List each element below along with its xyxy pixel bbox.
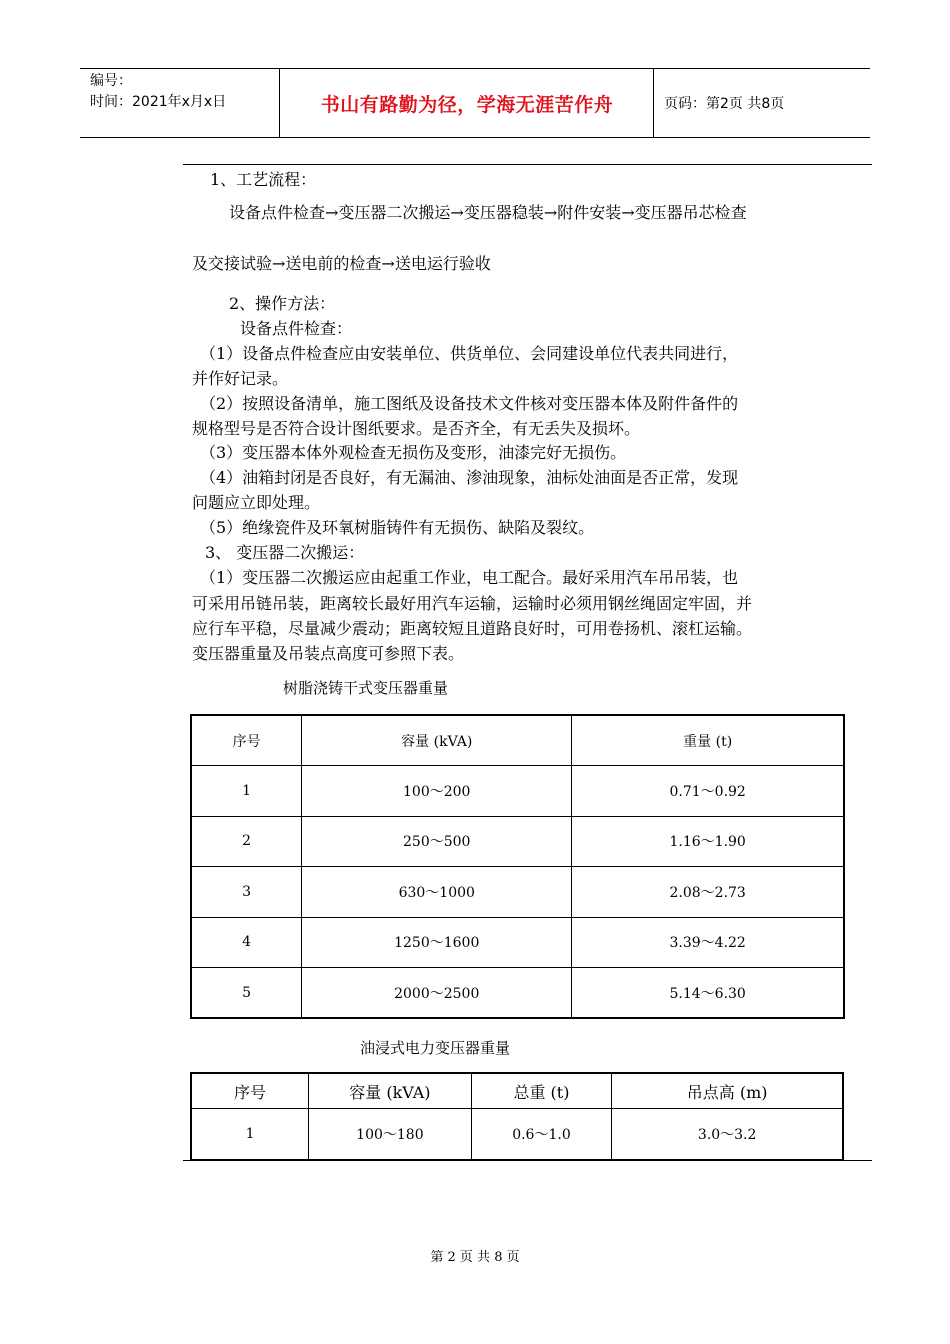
table-cell: 1 xyxy=(191,1109,309,1161)
oil-transformer-weight-table xyxy=(190,1072,844,1161)
table-header-cell: 序号 xyxy=(191,715,302,766)
section-2-heading: 2、操作方法： xyxy=(229,294,336,313)
table-header-cell: 容量 (kVA) xyxy=(309,1073,472,1109)
table-header-row xyxy=(191,1073,843,1109)
table-cell: 250～500 xyxy=(302,816,572,867)
table-cell: 4 xyxy=(191,917,302,968)
table-cell: 2 xyxy=(191,816,302,867)
table-cell: 3 xyxy=(191,867,302,918)
paragraph-line: （5）绝缘瓷件及环氧树脂铸件有无损伤、缺陷及裂纹。 xyxy=(200,518,595,537)
top-rule xyxy=(183,164,872,165)
paragraph-line: （4）油箱封闭是否良好，有无漏油、渗油现象，油标处油面是否正常，发现 xyxy=(200,468,739,487)
paragraph-line: 并作好记录。 xyxy=(192,369,289,388)
table-row xyxy=(191,968,844,1019)
bottom-rule xyxy=(183,1160,872,1161)
table-header-cell: 容量 (kVA) xyxy=(302,715,572,766)
table-row xyxy=(191,766,844,817)
table-header-cell: 总重 (t) xyxy=(471,1073,612,1109)
doc-date-label: 时间：2021年x月x日 xyxy=(90,94,227,110)
table-cell: 1.16～1.90 xyxy=(572,816,844,867)
header-page-label: 页码：第2页 共8页 xyxy=(664,96,785,112)
paragraph-line: 规格型号是否符合设计图纸要求。是否齐全，有无丢失及损坏。 xyxy=(192,419,641,438)
table-cell: 0.6～1.0 xyxy=(471,1109,612,1161)
table-cell: 1250～1600 xyxy=(302,917,572,968)
table-header-cell: 序号 xyxy=(191,1073,309,1109)
table-cell: 3.0～3.2 xyxy=(612,1109,843,1161)
paragraph-line: （1）变压器二次搬运应由起重工作业，电工配合。最好采用汽车吊吊装，也 xyxy=(200,568,739,587)
table-header-row xyxy=(191,715,844,766)
table2-caption: 油浸式电力变压器重量 xyxy=(360,1039,511,1057)
table-cell: 2000～2500 xyxy=(302,968,572,1019)
process-flow-line-2: 及交接试验→送电前的检查→送电运行验收 xyxy=(192,254,491,273)
paragraph-line: 问题应立即处理。 xyxy=(192,493,321,512)
paragraph-line: （1）设备点件检查应由安装单位、供货单位、会同建设单位代表共同进行， xyxy=(200,344,739,363)
paragraph-line: 变压器重量及吊装点高度可参照下表。 xyxy=(192,644,465,663)
table1-caption: 树脂浇铸干式变压器重量 xyxy=(283,679,449,697)
table-row xyxy=(191,917,844,968)
table-row xyxy=(191,1109,843,1161)
section-3-heading: 3、 变压器二次搬运： xyxy=(205,543,365,562)
table-row xyxy=(191,816,844,867)
table-cell: 630～1000 xyxy=(302,867,572,918)
process-flow-line-1: 设备点件检查→变压器二次搬运→变压器稳装→附件安装→变压器吊芯检查 xyxy=(229,203,747,222)
table-cell: 5 xyxy=(191,968,302,1019)
table-row xyxy=(191,867,844,918)
table-cell: 5.14～6.30 xyxy=(572,968,844,1019)
header-info-cell xyxy=(80,69,280,137)
table-header-cell: 吊点高 (m) xyxy=(612,1073,843,1109)
resin-transformer-weight-table xyxy=(190,714,845,1019)
page-footer: 第 2 页 共 8 页 xyxy=(430,1250,520,1265)
paragraph-line: 可采用吊链吊装，距离较长最好用汽车运输，运输时必须用钢丝绳固定牢固，并 xyxy=(192,594,753,613)
table-cell: 2.08～2.73 xyxy=(572,867,844,918)
doc-number-label: 编号： xyxy=(90,73,132,89)
table-cell: 3.39～4.22 xyxy=(572,917,844,968)
paragraph-line: （3）变压器本体外观检查无损伤及变形，油漆完好无损伤。 xyxy=(200,443,627,462)
paragraph-line: 应行车平稳，尽量减少震动；距离较短且道路良好时，可用卷扬机、滚杠运输。 xyxy=(192,619,753,638)
page-header xyxy=(80,68,870,138)
table-header-cell: 重量 (t) xyxy=(572,715,844,766)
table-cell: 1 xyxy=(191,766,302,817)
paragraph-line: （2）按照设备清单，施工图纸及设备技术文件核对变压器本体及附件备件的 xyxy=(200,394,739,413)
section-1-heading: 1、工艺流程： xyxy=(210,170,317,189)
header-motto: 书山有路勤为径，学海无涯苦作舟 xyxy=(281,69,654,137)
subsection-heading: 设备点件检查： xyxy=(240,319,353,338)
table-cell: 100～180 xyxy=(309,1109,472,1161)
table-cell: 100～200 xyxy=(302,766,572,817)
table-cell: 0.71～0.92 xyxy=(572,766,844,817)
